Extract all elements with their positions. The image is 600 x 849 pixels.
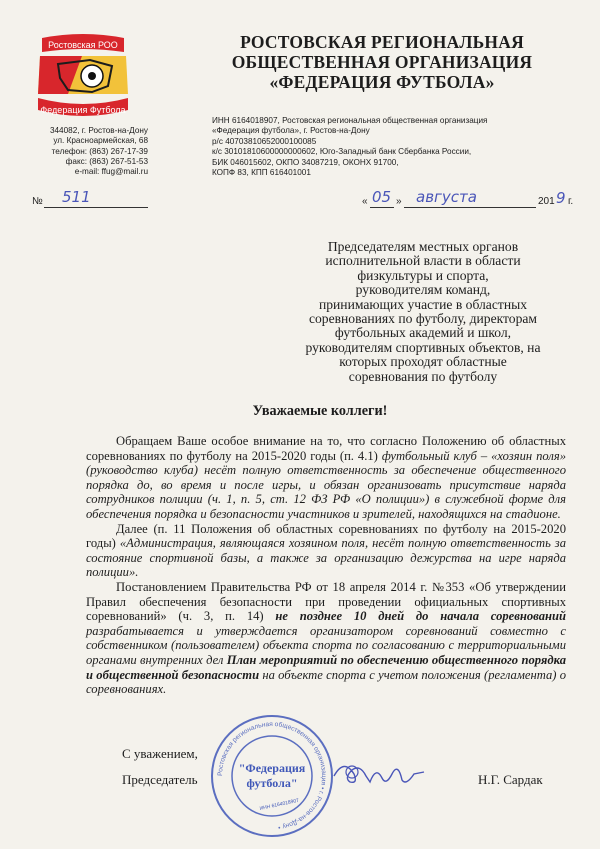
addressee-line: руководителям команд, (355, 282, 491, 298)
date-month: августа (416, 188, 477, 206)
stamp-center-line: футбола" (246, 776, 298, 790)
requisite-line: ИНН 6164018907, Ростовская региональная общественная организация (212, 116, 488, 125)
fax-line: факс: (863) 267-51-53 (65, 156, 148, 166)
addressee-line: Председателям местных органов (327, 239, 519, 254)
p1-text: Обращаем Ваше особое внимание на то, что согласно Положению об областных соревнованиях по футболу на 2015-2020 годы (п. 4.1) (86, 434, 566, 463)
addressee-line: руководителям спортивных объектов, на (305, 339, 541, 355)
organization-title (212, 32, 552, 92)
title-line: ОБЩЕСТВЕННАЯ ОРГАНИЗАЦИЯ (231, 52, 533, 72)
street-line: ул. Красноармейская, 68 (53, 136, 148, 146)
addressee-line: которых проходят областные (339, 354, 507, 370)
contacts-block (20, 126, 148, 177)
addressee-block (288, 240, 558, 384)
requisite-line: БИК 046015602, ОКПО 34087219, ОКОНХ 91700, (212, 157, 399, 167)
greeting: Уважаемые коллеги! (252, 403, 388, 419)
stamp-inn: ИНН 6164018907 (259, 797, 300, 812)
addressee-line: соревнования по футболу (348, 368, 498, 384)
phone-line: телефон: (863) 267-17-39 (51, 146, 148, 156)
addressee-line: соревнованиях по футболу, директорам (308, 311, 538, 327)
requisite-line: к/с 30101810600000000602, Юго-Западный банк Сбербанка России, (212, 147, 472, 157)
handwritten-signature (330, 752, 430, 792)
title-line: РОСТОВСКАЯ РЕГИОНАЛЬНАЯ (240, 32, 524, 52)
title-line: «ФЕДЕРАЦИЯ ФУТБОЛА» (269, 72, 495, 92)
date-year-digit: 9 (556, 189, 566, 207)
signatory-title: Председатель (122, 772, 198, 787)
addressee-line: футбольных академий и школ, (334, 325, 512, 341)
closing-regards: С уважением, (122, 746, 198, 761)
requisite-line: КОПФ 83, КПП 616401001 (212, 168, 311, 178)
organization-stamp (208, 712, 336, 840)
p3-plan: План мероприятий по обеспечению общественного порядка и общественной безопасности (86, 652, 566, 682)
addressee-line: принимающих участие в областных (318, 296, 528, 312)
p2-italic: «Администрация, являющаяся хозяином поля, несёт полную ответственность за состояние спортивной базы, а также за организацию дежурства на игре наряда полиции». (86, 536, 567, 580)
number-prefix: № (32, 196, 43, 207)
paragraph-2 (86, 522, 566, 580)
email-line: e-mail: ffug@mail.ru (74, 167, 148, 177)
signatory-name: Н.Г. Сардак (478, 772, 543, 787)
organization-logo (28, 26, 138, 126)
address-line: 344082, г. Ростов-на-Дону (49, 126, 148, 135)
bank-requisites (212, 116, 512, 178)
document-number: 511 (62, 188, 91, 206)
date-year: 201 (538, 196, 555, 207)
paragraph-3 (86, 580, 566, 697)
logo-top-text: Ростовская РОО (48, 40, 118, 50)
p3-deadline: не позднее 10 дней до начала соревнований (275, 609, 567, 624)
requisite-line: р/с 40703810652000100085 (212, 136, 317, 146)
p2-text: Далее (п. 11 Положения об областных соревнованиях по футболу на 2015-2020 годы) (86, 521, 566, 551)
stamp-ring-text: Ростовская региональная общественная организация • г. Ростов-на-Дону • (216, 720, 328, 831)
addressee-line: исполнительной власти в области (325, 253, 521, 269)
p1-italic: футбольный клуб – «хозяин поля» (руководство клуба) несёт полную ответственность за обеспечение общественного порядка до, во время и после игры, и обязан организовать присутствие наряда сотрудников полиции (ч. 1, п. 5, ст. 12 ФЗ РФ «О полиции») в служебной форме для обеспечения порядка и безопасности участников и зрителей, находящихся на стадионе. (86, 448, 567, 521)
requisite-line: «Федерация футбола», г. Ростов-на-Дону (212, 126, 370, 136)
date-close-quote: » (396, 196, 402, 207)
p3-italic-end: на объекте спорта с учетом положения (регламента) о соревнованиях. (86, 667, 566, 697)
document-number-date (32, 188, 574, 210)
p3-text: Постановлением Правительства РФ от 18 апреля 2014 г. №353 «Об утверждении Правил обеспечения безопасности при проведении официальных спортивных соревнований» (ч. 3, п. 14) (86, 579, 566, 624)
date-open-quote: « (362, 196, 368, 207)
p3-italic: разрабатывается и утверждается организатором соревнований совместно с собственником (пользователем) объекта спорта по согласованию с территориальными органами внутренних дел (86, 623, 566, 667)
letter-body (86, 434, 566, 697)
date-day: 05 (372, 188, 392, 206)
paragraph-1 (86, 434, 566, 522)
stamp-center-line: "Федерация (238, 761, 306, 775)
logo-bottom-text: Федерация Футбола (40, 105, 126, 115)
addressee-line: физкультуры и спорта, (357, 267, 489, 283)
date-suffix: г. (568, 196, 574, 207)
